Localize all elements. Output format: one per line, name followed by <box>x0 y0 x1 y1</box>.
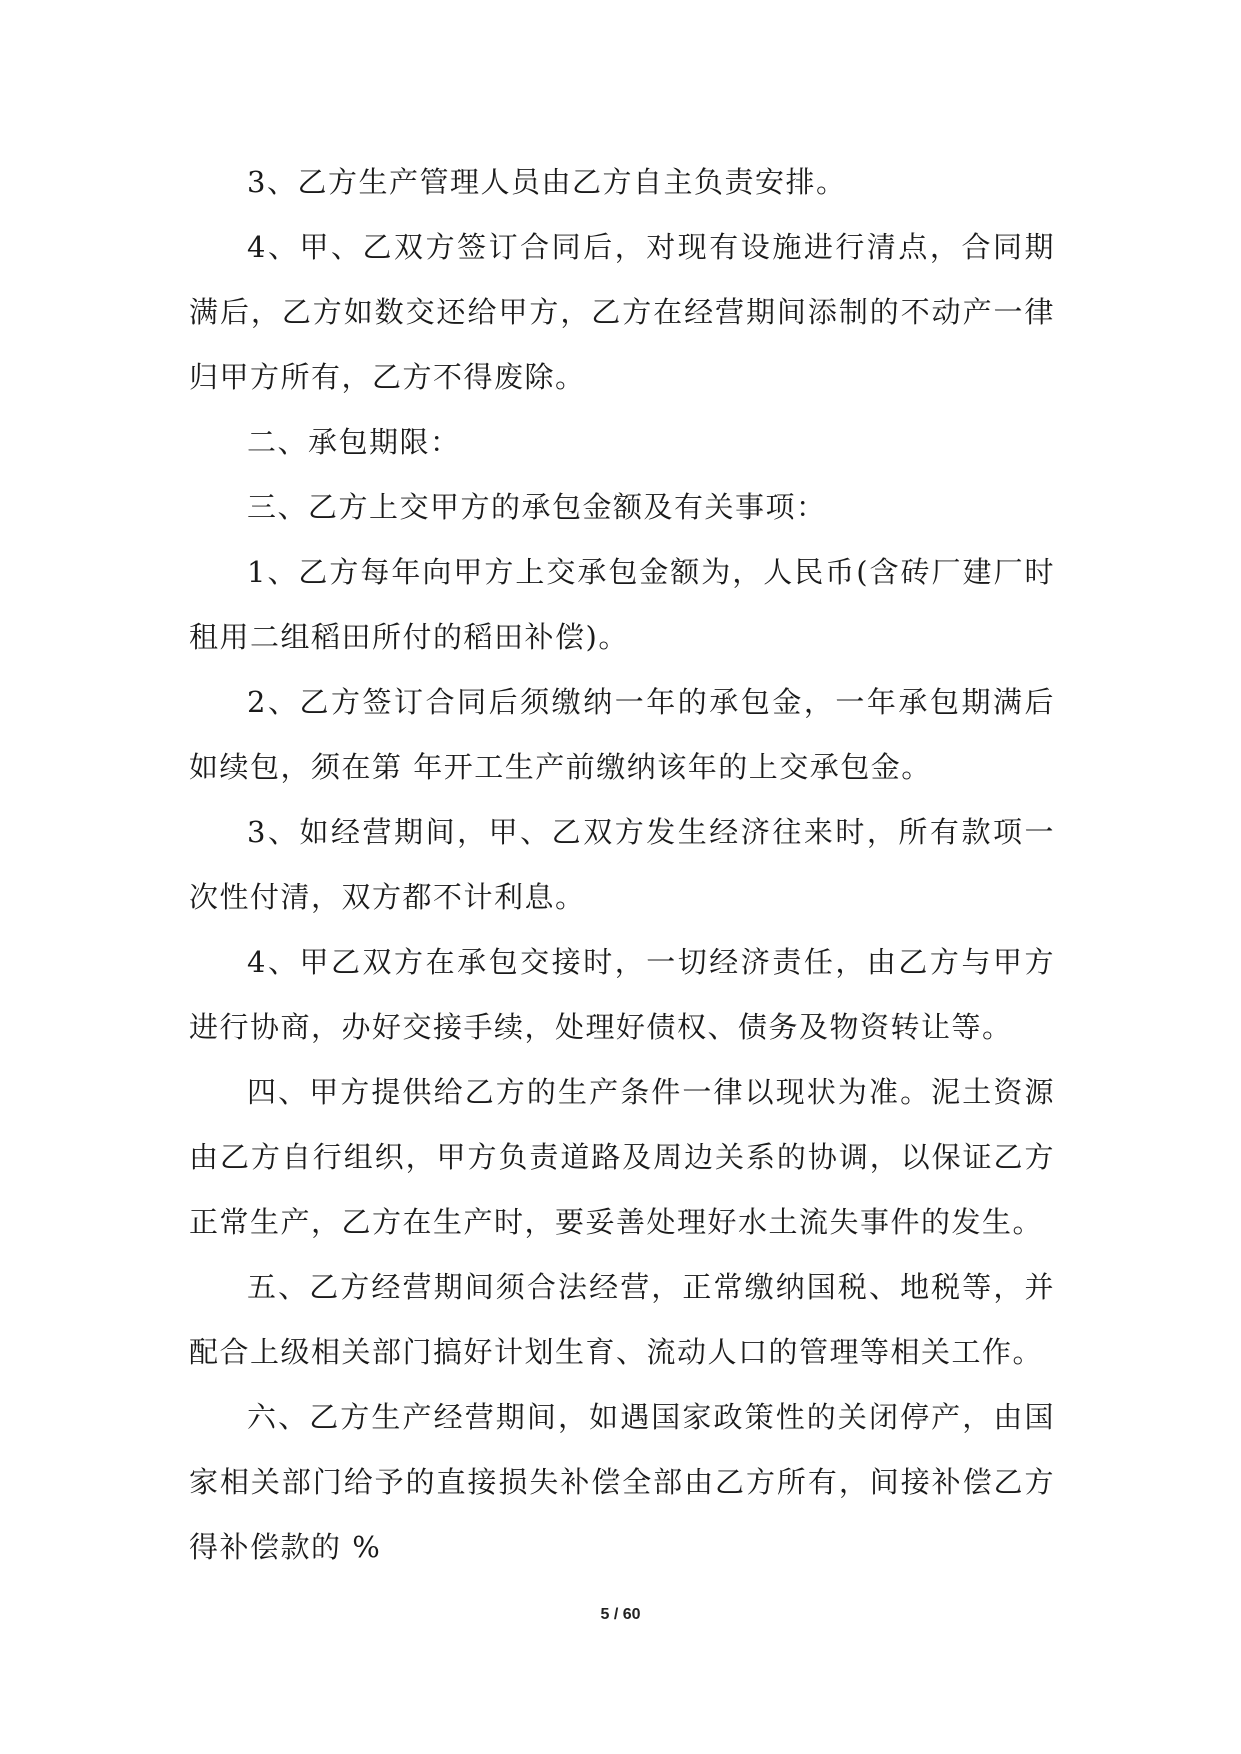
paragraph-facility-management: 3、乙方生产管理人员由乙方自主负责安排。 <box>247 165 847 199</box>
paragraph-production-conditions: 四、甲方提供给乙方的生产条件一律以现状为准。泥土资源由乙方自行组织，甲方负责道路及周边关系的协调，以保证乙方正常生产，乙方在生产时，要妥善处理好水土流失事件的发生。 <box>189 1075 1055 1239</box>
paragraph-handover: 4、甲乙双方在承包交接时，一切经济责任，由乙方与甲方进行协商，办好交接手续，处理好债权、债务及物资转让等。 <box>189 945 1055 1044</box>
paragraph-policy-closure: 六、乙方生产经营期间，如遇国家政策性的关闭停产，由国家相关部门给予的直接损失补偿全部由乙方所有，间接补偿乙方得补偿款的 % <box>189 1400 1055 1564</box>
section-heading-contract-fee: 三、乙方上交甲方的承包金额及有关事项： <box>247 490 827 524</box>
document-body <box>189 150 1055 1580</box>
page-number: 5 / 60 <box>600 1606 641 1623</box>
paragraph-annual-fee: 1、乙方每年向甲方上交承包金额为，人民币(含砖厂建厂时租用二组稻田所付的稻田补偿)。 <box>189 555 1055 654</box>
section-heading-contract-term: 二、承包期限： <box>247 425 461 459</box>
paragraph-legal-operation: 五、乙方经营期间须合法经营，正常缴纳国税、地税等，并配合上级相关部门搞好计划生育、流动人口的管理等相关工作。 <box>189 1270 1055 1369</box>
paragraph-settlement: 3、如经营期间，甲、乙双方发生经济往来时，所有款项一次性付清，双方都不计利息。 <box>189 815 1055 914</box>
paragraph-asset-inventory: 4、甲、乙双方签订合同后，对现有设施进行清点，合同期满后，乙方如数交还给甲方，乙方在经营期间添制的不动产一律归甲方所有，乙方不得废除。 <box>189 230 1055 394</box>
paragraph-fee-payment: 2、乙方签订合同后须缴纳一年的承包金，一年承包期满后如续包，须在第 年开工生产前缴纳该年的上交承包金。 <box>189 685 1055 784</box>
